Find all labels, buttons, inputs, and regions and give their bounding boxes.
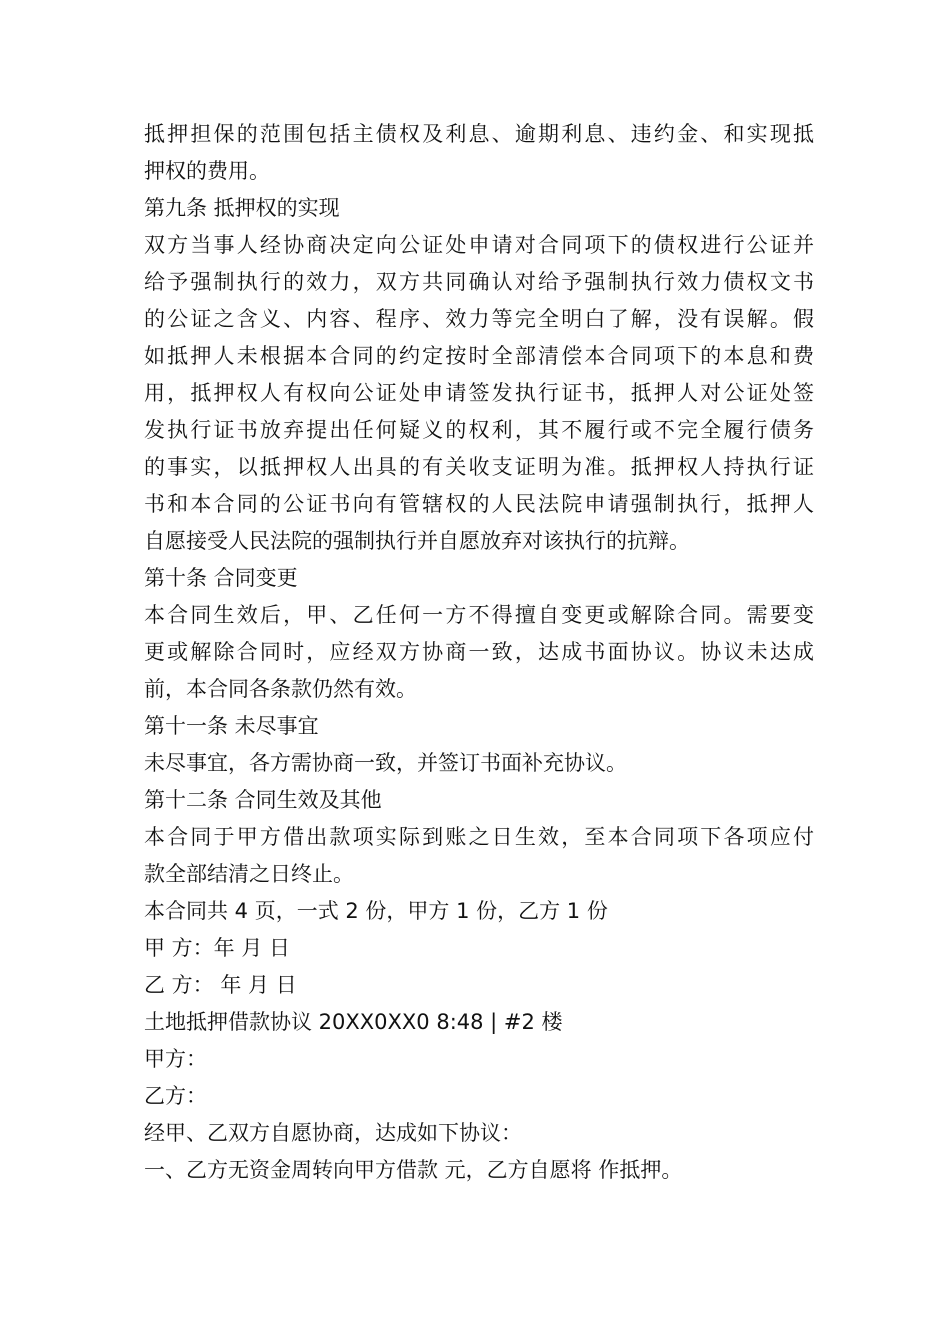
clause-1-line: 一、乙方无资金周转向甲方借款 元，乙方自愿将 作抵押。: [144, 1158, 683, 1182]
paragraph-line: 押权的费用。: [144, 159, 270, 183]
paragraph-line: 更或解除合同时，应经双方协商一致，达成书面协议。协议未达成: [144, 640, 814, 664]
new-agreement-title: 土地抵押借款协议 20XX0XX0 8:48 | #2 楼: [144, 1010, 563, 1034]
paragraph-line: 抵押担保的范围包括主债权及利息、逾期利息、违约金、和实现抵: [144, 122, 814, 146]
document-page: [144, 116, 814, 1189]
paragraph-line: 双方当事人经协商决定向公证处申请对合同项下的债权进行公证并: [144, 233, 814, 257]
paragraph-line: 给予强制执行的效力，双方共同确认对给予强制执行效力债权文书: [144, 270, 814, 294]
paragraph-line: 经甲、乙双方自愿协商，达成如下协议：: [144, 1121, 522, 1145]
paragraph-line: 前，本合同各条款仍然有效。: [144, 677, 417, 701]
paragraph-line: 如抵押人未根据本合同的约定按时全部清偿本合同项下的本息和费: [144, 344, 814, 368]
paragraph-line: 未尽事宜，各方需协商一致，并签订书面补充协议。: [144, 751, 627, 775]
paragraph-line: 发执行证书放弃提出任何疑义的权利，其不履行或不完全履行债务: [144, 418, 814, 442]
paragraph-line: 书和本合同的公证书向有管辖权的人民法院申请强制执行，抵押人: [144, 492, 814, 516]
paragraph-line: 用，抵押权人有权向公证处申请签发执行证书，抵押人对公证处签: [144, 381, 814, 405]
paragraph-line: 的公证之含义、内容、程序、效力等完全明白了解，没有误解。假: [144, 307, 814, 331]
paragraph-line: 款全部结清之日终止。: [144, 862, 354, 886]
section-heading-9: 第九条 抵押权的实现: [144, 196, 340, 220]
signature-party-b: 乙 方： 年 月 日: [144, 973, 297, 997]
section-heading-10: 第十条 合同变更: [144, 566, 298, 590]
party-a-label: 甲方：: [144, 1047, 207, 1071]
page-count-line: 本合同共 4 页，一式 2 份，甲方 1 份，乙方 1 份: [144, 899, 608, 923]
paragraph-line: 的事实，以抵押权人出具的有关收支证明为准。抵押权人持执行证: [144, 455, 814, 479]
paragraph-line: 本合同于甲方借出款项实际到账之日生效，至本合同项下各项应付: [144, 825, 814, 849]
signature-party-a: 甲 方：年 月 日: [144, 936, 291, 960]
section-heading-11: 第十一条 未尽事宜: [144, 714, 319, 738]
section-heading-12: 第十二条 合同生效及其他: [144, 788, 382, 812]
paragraph-line: 本合同生效后，甲、乙任何一方不得擅自变更或解除合同。需要变: [144, 603, 814, 627]
party-b-label: 乙方：: [144, 1084, 207, 1108]
paragraph-line: 自愿接受人民法院的强制执行并自愿放弃对该执行的抗辩。: [144, 529, 690, 553]
